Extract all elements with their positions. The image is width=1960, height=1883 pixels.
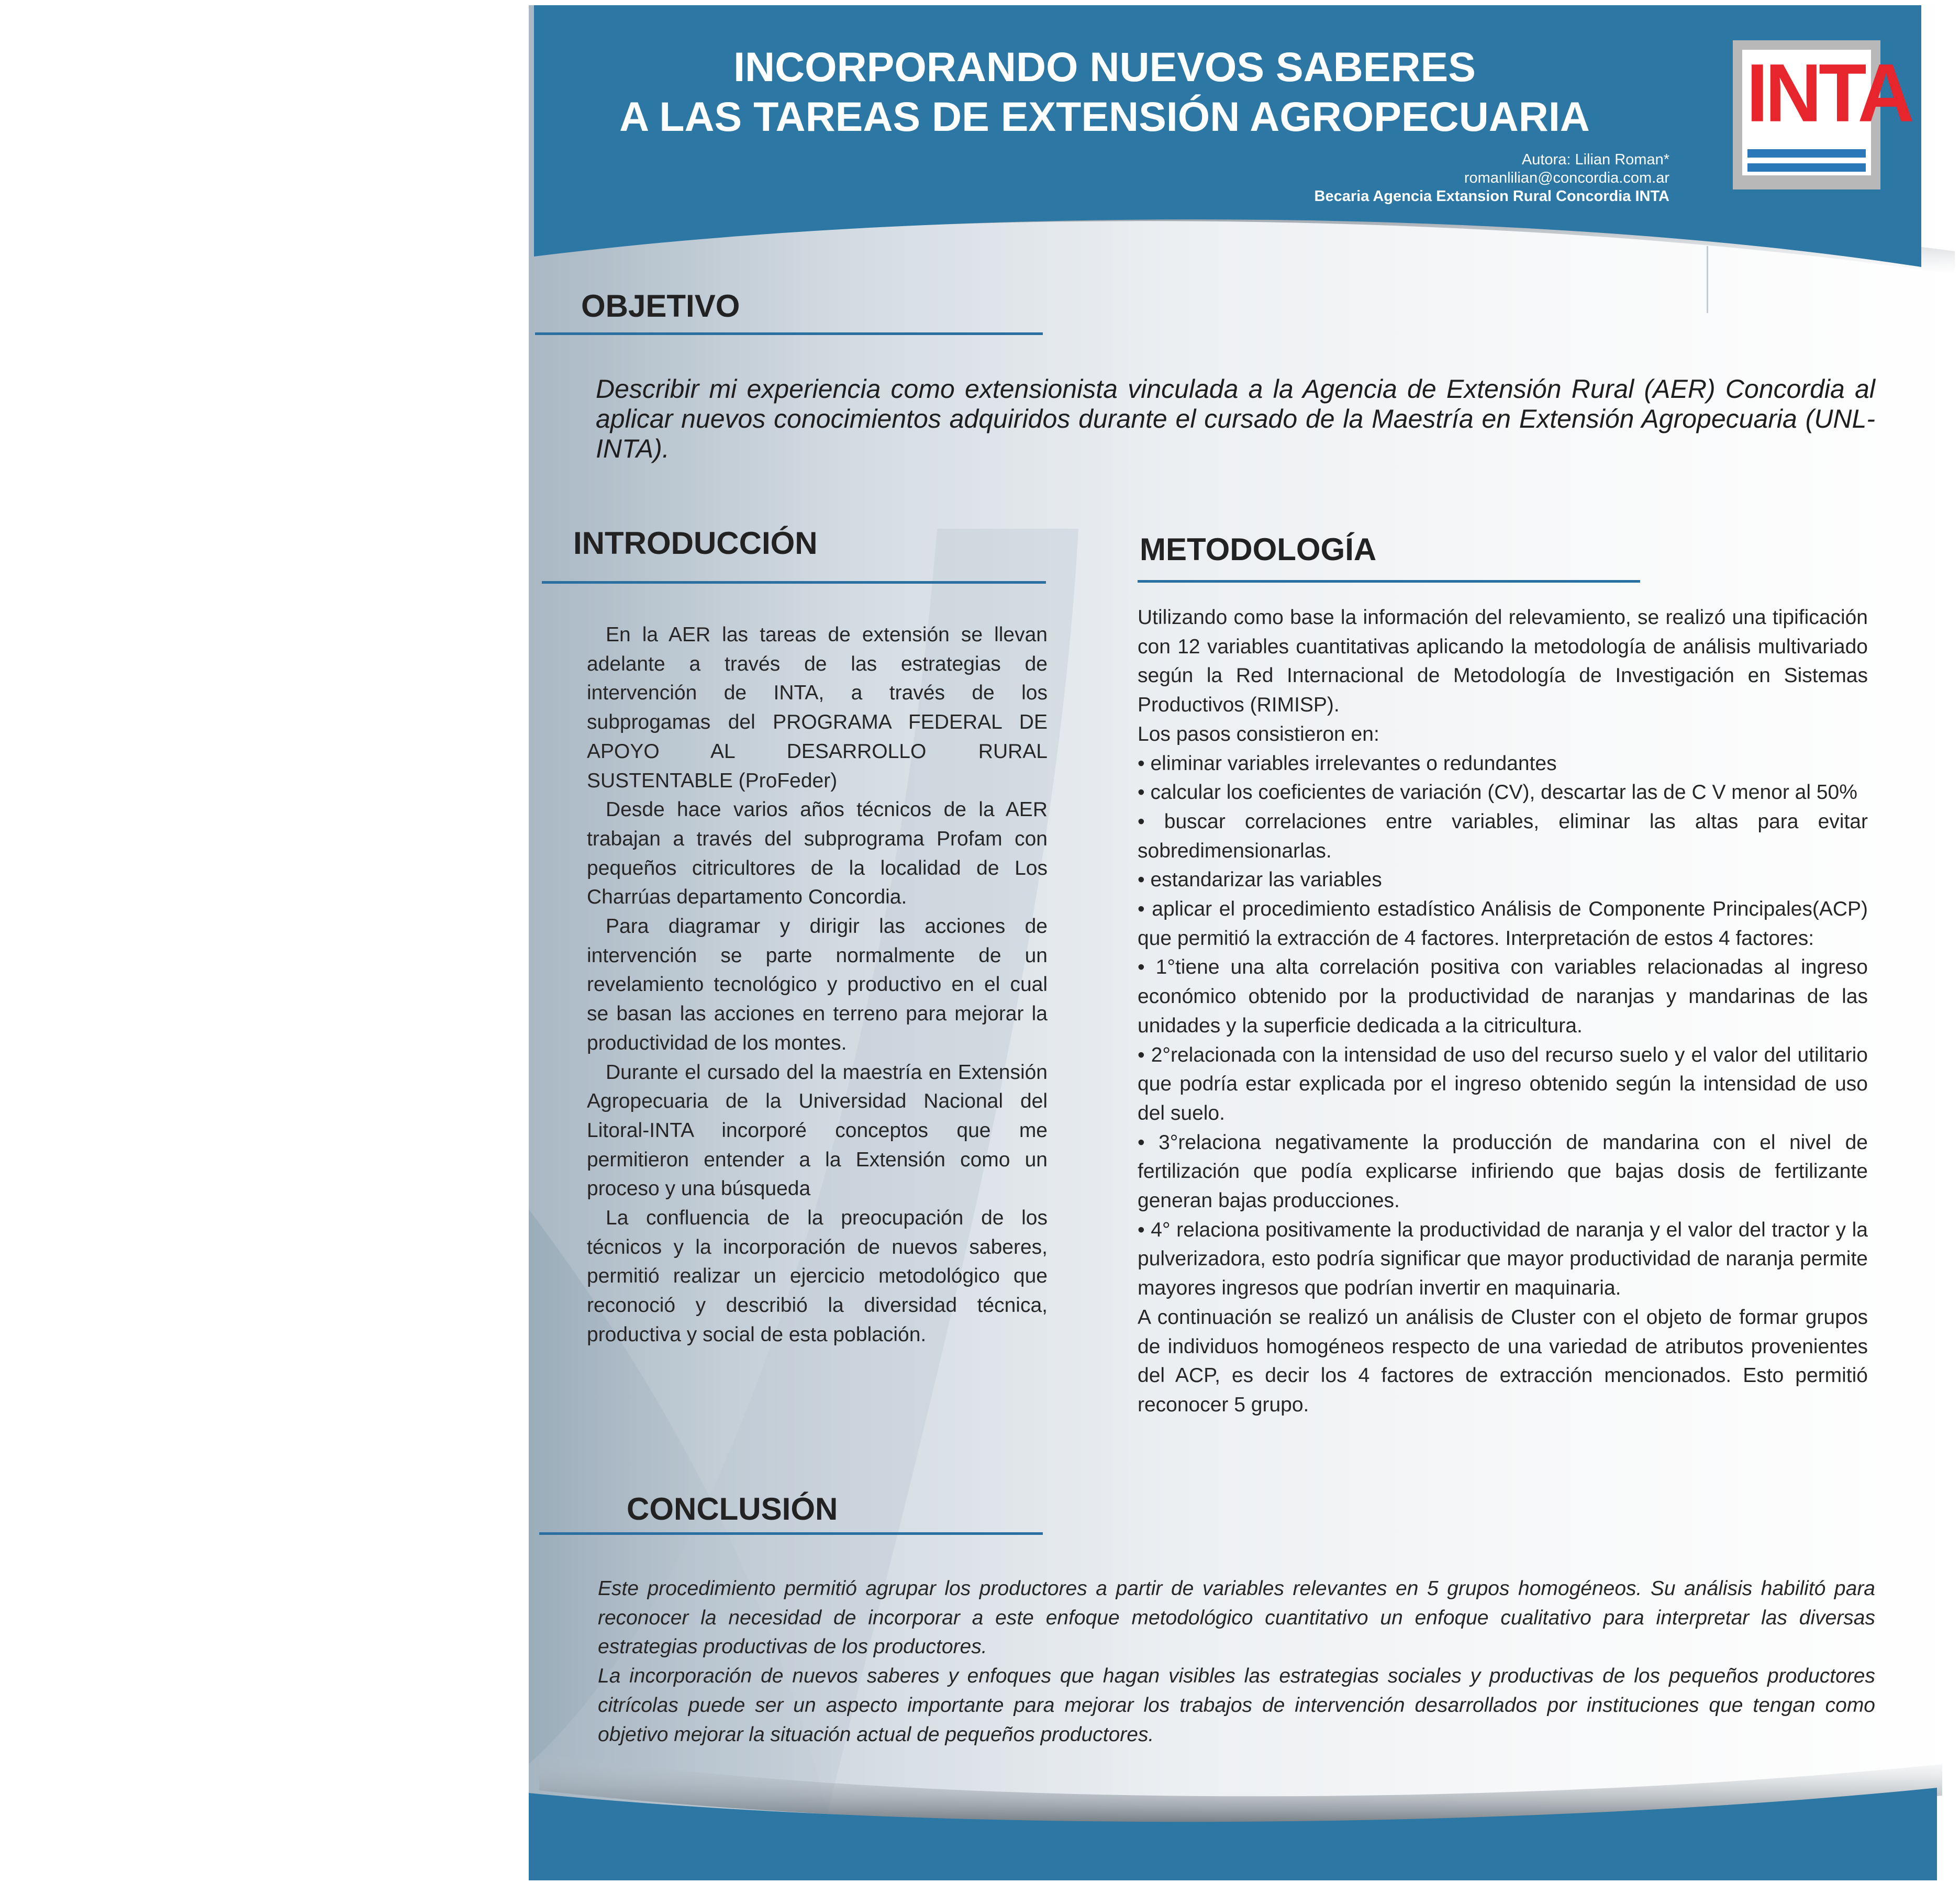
introduccion-paragraph: Desde hace varios años técnicos de la AER trabajan a través del subprograma Profam con pequeños citricultores de la localidad de Los Charrúas departamento Concordia.	[587, 798, 1048, 909]
metodologia-paragraph: Utilizando como base la información del relevamiento, se realizó una tipificación con 12 variables cuantitativas aplicando la metodología de análisis multivariado según la Red Internacional de Metodología de Investigación en Sistemas Productivos (RIMISP).	[1138, 606, 1868, 717]
metodologia-heading: METODOLOGÍA	[1140, 532, 1377, 567]
poster-title-line-2: A LAS TAREAS DE EXTENSIÓN AGROPECUARIA	[619, 93, 1590, 140]
author-email: romanlilian@concordia.com.ar	[1464, 170, 1669, 186]
metodologia-body	[1138, 603, 1868, 1420]
metodologia-paragraph: A continuación se realizó un análisis de Cluster con el objeto de formar grupos de individuos homogéneos respecto de una variedad de atributos provenientes del ACP, es decir los 4 factores de extracción mencionados. Esto permitió reconocer 5 grupo.	[1138, 1306, 1868, 1416]
metodologia-paragraph: Los pasos consistieron en:	[1138, 722, 1379, 745]
objetivo-rule	[535, 332, 1043, 335]
metodologia-bullet: • eliminar variables irrelevantes o redundantes	[1138, 752, 1557, 775]
metodologia-bullet: • 3°relaciona negativamente la producción de mandarina con el nivel de fertilización que podía explicarse infiriendo que bajas dosis de fertilizante generan bajas producciones.	[1138, 1131, 1868, 1212]
conclusion-body	[598, 1574, 1875, 1749]
author-name: Autora: Lilian Roman*	[1521, 151, 1669, 168]
inta-logo-stripe	[1747, 149, 1866, 158]
introduccion-paragraph: Durante el cursado del la maestría en Extensión Agropecuaria de la Universidad Nacional del Litoral-INTA incorporé conceptos que me permitieron entender a la Extensión como un proceso y una búsqueda	[587, 1061, 1048, 1200]
inta-logo	[1733, 40, 1911, 190]
metodologia-bullet: • 1°tiene una alta correlación positiva con variables relacionadas al ingreso económico obtenido por la productividad de naranjas y mandarinas de las unidades y la superficie dedicada a la citricultura.	[1138, 956, 1868, 1037]
conclusion-paragraph: La incorporación de nuevos saberes y enfoques que hagan visibles las estrategias sociales y productivas de los pequeños productores citrícolas puede ser un aspecto importante para mejorar los trabajos de intervención desarrollados por instituciones que tengan como objetivo mejorar la situación actual de pequeños productores.	[598, 1665, 1875, 1746]
introduccion-heading: INTRODUCCIÓN	[573, 526, 818, 561]
objetivo-heading: OBJETIVO	[581, 288, 740, 324]
metodologia-rule	[1138, 580, 1640, 583]
introduccion-paragraph: La confluencia de la preocupación de los técnicos y la incorporación de nuevos saberes, permitió realizar un ejercicio metodológico que reconoció y describió la diversidad técnica, productiva y social de esta población.	[587, 1207, 1048, 1346]
metodologia-bullet: • estandarizar las variables	[1138, 868, 1382, 892]
header-divider	[1707, 246, 1708, 313]
poster-title-line-1: INCORPORANDO NUEVOS SABERES	[733, 43, 1476, 90]
introduccion-paragraph: En la AER las tareas de extensión se llevan adelante a través de las estrategias de intervención de INTA, a través de los subprogamas del PROGRAMA FEDERAL DE APOYO AL DESARROLLO RURAL SUSTENTABLE (ProFeder)	[587, 623, 1048, 792]
conclusion-paragraph: Este procedimiento permitió agrupar los productores a partir de variables relevantes en 5 grupos homogéneos. Su análisis habilitó para reconocer la necesidad de incorporar a este enfoque metodológico cuantitativo un enfoque cualitativo para interpretar las diversas estrategias productivas de los productores.	[598, 1577, 1875, 1658]
inta-logo-text: INTA	[1746, 46, 1911, 139]
poster	[529, 5, 1960, 1880]
conclusion-rule	[539, 1532, 1043, 1535]
objetivo-text: Describir mi experiencia como extensionista vinculada a la Agencia de Extensión Rural (AER) Concordia al aplicar nuevos conocimientos adquiridos durante el cursado de la Maestría en Extensión Agropecuaria (UNL-INTA).	[596, 374, 1875, 463]
introduccion-body	[587, 620, 1048, 1350]
inta-logo-panel	[1742, 46, 1911, 175]
poster-title	[529, 42, 1680, 141]
conclusion-heading: CONCLUSIÓN	[627, 1491, 838, 1527]
metodologia-bullet: • 4° relaciona positivamente la productividad de naranja y el valor del tractor y la pulverizadora, esto podría significar que mayor productividad de naranja permite mayores ingresos que podrían invertir en maquinaria.	[1138, 1218, 1868, 1300]
author-affiliation: Becaria Agencia Extansion Rural Concordia INTA	[1314, 188, 1669, 205]
metodologia-bullet: • 2°relacionada con la intensidad de uso del recurso suelo y el valor del utilitario que podría estar explicada por el ingreso obtenido según la intensidad de uso del suelo.	[1138, 1043, 1868, 1124]
metodologia-bullet: • aplicar el procedimiento estadístico Análisis de Componente Principales(ACP) que permitió la extracción de 4 factores. Interpretación de estos 4 factores:	[1138, 898, 1868, 950]
metodologia-bullet: • calcular los coeficientes de variación (CV), descartar las de C V menor al 50%	[1138, 781, 1857, 804]
introduccion-rule	[542, 581, 1046, 584]
introduccion-paragraph: Para diagramar y dirigir las acciones de intervención se parte normalmente de un revelamiento tecnológico y productivo en el cual se basan las acciones en terreno para mejorar la productividad de los montes.	[587, 915, 1048, 1054]
footer-band	[529, 1743, 1960, 1880]
metodologia-bullet: • buscar correlaciones entre variables, eliminar las altas para evitar sobredimensionarlas.	[1138, 810, 1868, 862]
inta-logo-stripe	[1747, 163, 1866, 172]
